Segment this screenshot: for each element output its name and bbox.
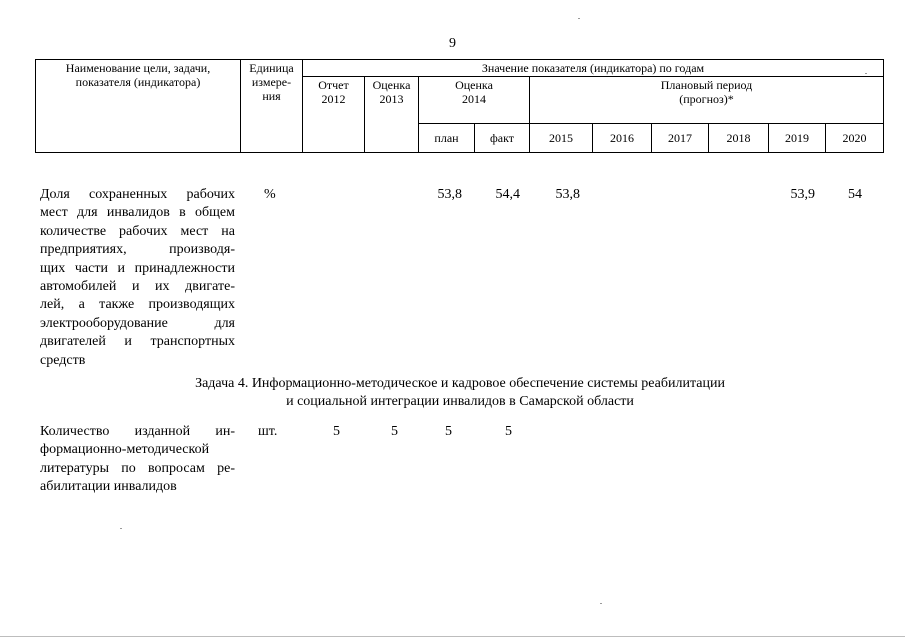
row2-indicator-name: Количество изданной ин- формационно-методической литературы по вопросам ре- абилитации инвалидов — [40, 424, 235, 495]
row1-value-2015: 53,8 — [555, 187, 580, 202]
row1-unit: % — [264, 187, 276, 202]
scan-edge-line — [0, 636, 905, 637]
row2-plan-2014: 5 — [445, 424, 452, 439]
scan-speck — [865, 73, 867, 74]
row2-fact-2014: 5 — [505, 424, 512, 439]
header-year-2015: 2015 — [530, 124, 593, 153]
scan-speck — [578, 18, 580, 19]
row2-report-2012: 5 — [333, 424, 340, 439]
header-values-title: Значение показателя (индикатора) по годам — [303, 60, 884, 77]
indicator-header-table — [35, 59, 884, 153]
header-planned-period: Плановый период (прогноз)* — [530, 77, 884, 124]
scan-speck — [120, 528, 122, 529]
header-estimate-2014: Оценка 2014 — [419, 77, 530, 124]
row2-unit: шт. — [258, 424, 278, 439]
header-name-column: Наименование цели, задачи, показателя (индикатора) — [36, 60, 241, 153]
row1-value-2019: 53,9 — [790, 187, 815, 202]
header-year-2020: 2020 — [826, 124, 884, 153]
header-plan: план — [419, 124, 475, 153]
row1-indicator-name: Доля сохраненных рабочих мест для инвалидов в общем количестве рабочих мест на предприятиях, производя- щих части и принадлежности автомобилей и их двигате- лей, а также производящих электрооборудование для двигателей и транспортных средств — [40, 187, 235, 368]
page-number: 9 — [449, 36, 456, 51]
header-estimate-2013: Оценка 2013 — [365, 77, 419, 153]
row1-plan-2014: 53,8 — [437, 187, 462, 202]
header-report-2012: Отчет 2012 — [303, 77, 365, 153]
row2-estimate-2013: 5 — [391, 424, 398, 439]
row1-fact-2014: 54,4 — [495, 187, 520, 202]
header-fact: факт — [475, 124, 530, 153]
header-year-2018: 2018 — [709, 124, 769, 153]
row1-value-2020: 54 — [848, 187, 862, 202]
scan-speck — [600, 603, 602, 604]
header-unit-column: Единица измере- ния — [241, 60, 303, 153]
task-4-title: Задача 4. Информационно-методическое и кадровое обеспечение системы реабилитации и социальной интеграции инвалидов в Самарской области — [195, 376, 725, 409]
header-year-2019: 2019 — [769, 124, 826, 153]
header-year-2016: 2016 — [593, 124, 652, 153]
header-year-2017: 2017 — [652, 124, 709, 153]
